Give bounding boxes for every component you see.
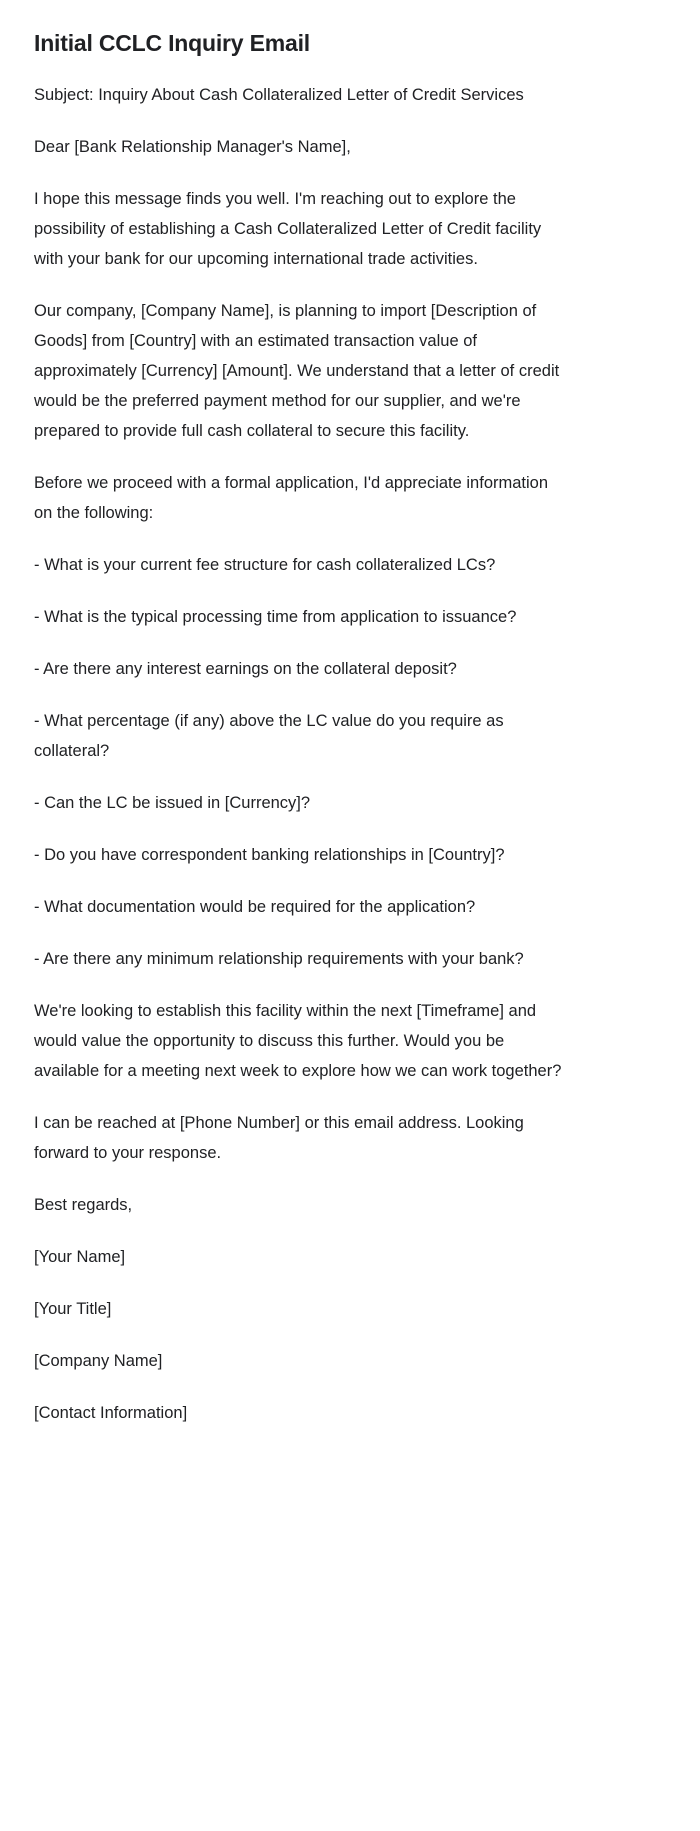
signature-company: [Company Name] — [34, 1352, 163, 1370]
list-item-correspondent-banking: - Do you have correspondent banking relationships in [Country]? — [34, 846, 505, 864]
signature-name: [Your Name] — [34, 1248, 126, 1266]
paragraph-salutation: Dear [Bank Relationship Manager's Name], — [34, 138, 351, 156]
paragraph-questions-lead-in: Before we proceed with a formal application, I'd appreciate information on the following: — [34, 474, 549, 522]
list-item-interest-earnings: - Are there any interest earnings on the collateral deposit? — [34, 660, 457, 678]
list-item-fee-structure: - What is your current fee structure for cash collateralized LCs? — [34, 556, 496, 574]
list-item-processing-time: - What is the typical processing time from application to issuance? — [34, 608, 517, 626]
paragraph-contact: I can be reached at [Phone Number] or this email address. Looking forward to your response. — [34, 1114, 524, 1162]
paragraph-subject: Subject: Inquiry About Cash Collateralized Letter of Credit Services — [34, 86, 524, 104]
signature-contact-information: [Contact Information] — [34, 1404, 188, 1422]
signature-title: [Your Title] — [34, 1300, 112, 1318]
list-item-lc-currency: - Can the LC be issued in [Currency]? — [34, 794, 311, 812]
paragraph-company-details: Our company, [Company Name], is planning to import [Description of Goods] from [Country] with an estimated transaction value of approximately [Currency] [Amount]. We understand that a letter of credit would be the preferred payment method for our supplier, and we're prepared to provide full cash collateral to secure this facility. — [34, 302, 560, 440]
list-item-minimum-relationship: - Are there any minimum relationship requirements with your bank? — [34, 950, 524, 968]
paragraph-timeline: We're looking to establish this facility within the next [Timeframe] and would value the opportunity to discuss this further. Would you be available for a meeting next week to explore how we can work together? — [34, 1002, 562, 1080]
paragraph-closing: Best regards, — [34, 1196, 133, 1214]
paragraph-intro: I hope this message finds you well. I'm reaching out to explore the possibility of establishing a Cash Collateralized Letter of Credit facility with your bank for our upcoming international trade activities. — [34, 190, 542, 268]
list-item-collateral-percentage: - What percentage (if any) above the LC value do you require as collateral? — [34, 712, 504, 760]
page-title: Initial CCLC Inquiry Email — [34, 30, 310, 56]
list-item-documentation: - What documentation would be required for the application? — [34, 898, 476, 916]
